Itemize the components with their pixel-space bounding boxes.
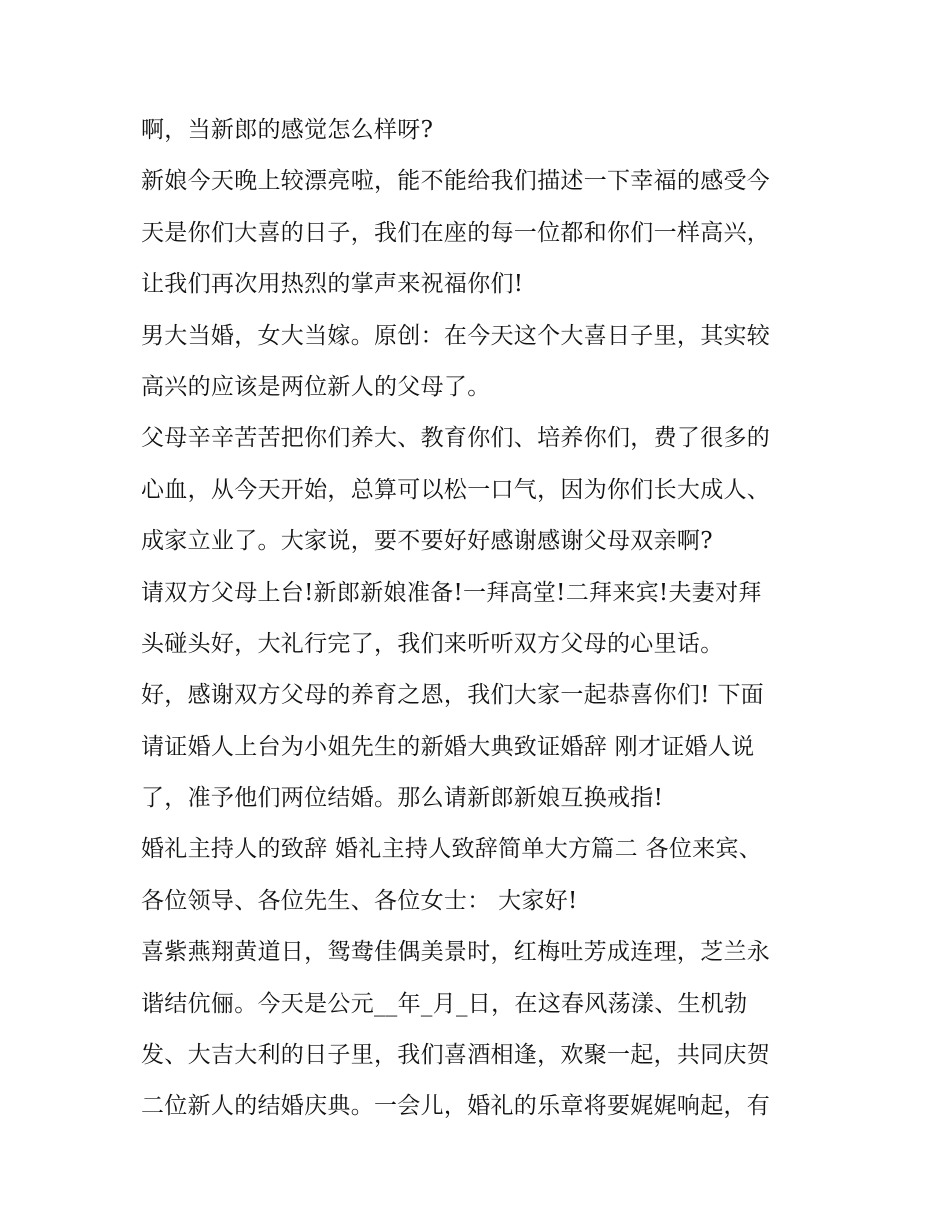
text-line-2: 新娘今天晚上较漂亮啦，能不能给我们描述一下幸福的感受今	[141, 168, 771, 195]
text-line-4: 让我们再次用热烈的掌声来祝福你们!	[141, 271, 524, 298]
text-line-9: 成家立业了。大家说，要不要好好感谢感谢父母双亲啊?	[141, 528, 713, 555]
text-line-3: 天是你们大喜的日子，我们在座的每一位都和你们一样高兴，	[141, 219, 771, 246]
text-line-8: 心血，从今天开始，总算可以松一口气，因为你们长大成人、	[141, 476, 771, 503]
text-line-1: 啊，当新郎的感觉怎么样呀?	[141, 117, 434, 143]
text-line-15: 婚礼主持人的致辞 婚礼主持人致辞简单大方篇二 各位来宾、	[141, 836, 763, 863]
text-line-17: 喜紫燕翔黄道日，鸳鸯佳偶美景时，红梅吐芳成连理，芝兰永	[141, 939, 771, 966]
text-line-5: 男大当婚，女大当嫁。原创：在今天这个大喜日子里，其实较	[141, 322, 771, 349]
text-line-16: 各位领导、各位先生、各位女士： 大家好!	[141, 887, 578, 914]
text-line-11: 头碰头好，大礼行完了，我们来听听双方父母的心里话。	[141, 630, 724, 657]
text-line-12: 好，感谢双方父母的养育之恩，我们大家一起恭喜你们! 下面	[141, 682, 764, 709]
text-line-6: 高兴的应该是两位新人的父母了。	[141, 373, 491, 400]
document-body	[141, 108, 841, 1136]
text-line-7: 父母辛辛苦苦把你们养大、教育你们、培养你们，费了很多的	[141, 425, 771, 452]
text-line-10: 请双方父母上台!新郎新娘准备!一拜高堂!二拜来宾!夫妻对拜	[141, 579, 762, 606]
text-line-14: 了，准予他们两位结婚。那么请新郎新娘互换戒指!	[141, 785, 664, 812]
text-line-18: 谐结伉俪。今天是公元__年_月_日，在这春风荡漾、生机勃	[141, 990, 748, 1017]
text-line-20: 二位新人的结婚庆典。一会儿，婚礼的乐章将要娓娓响起，有	[141, 1093, 771, 1120]
text-line-19: 发、大吉大利的日子里，我们喜酒相逢，欢聚一起，共同庆贺	[141, 1042, 771, 1069]
text-line-13: 请证婚人上台为小姐先生的新婚大典致证婚辞 刚才证婚人说	[141, 733, 755, 760]
